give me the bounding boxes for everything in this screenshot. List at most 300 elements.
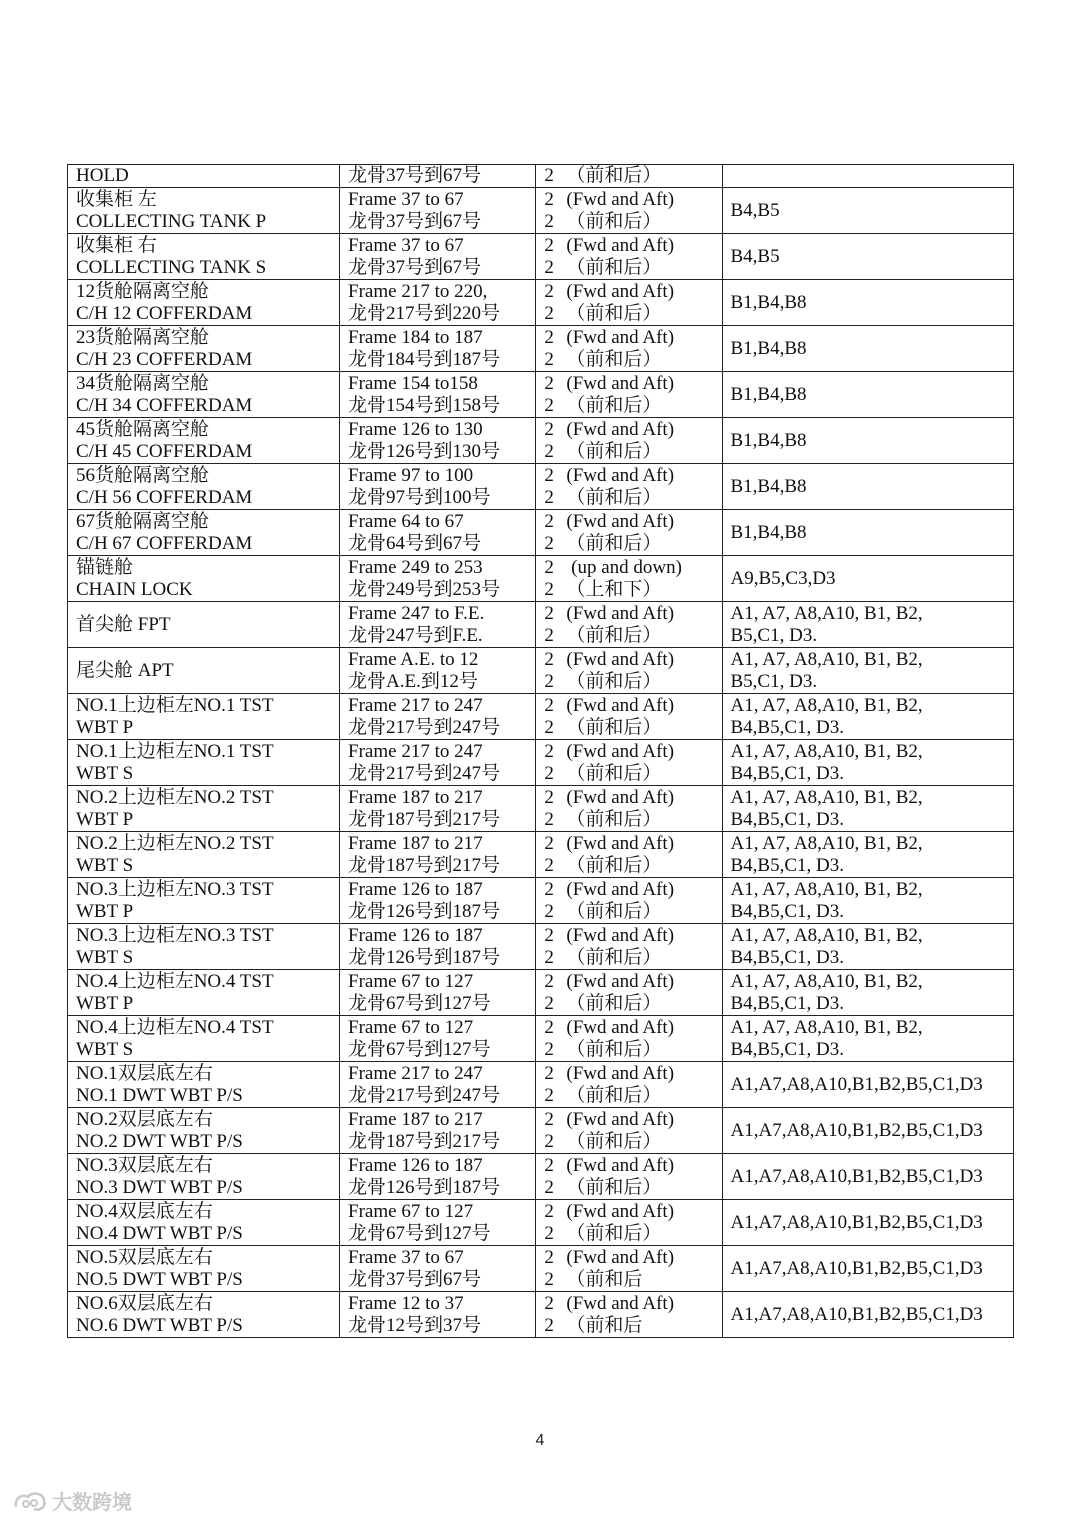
frame-range-line: 龙骨12号到37号 [348,1314,482,1336]
location-direction: (Fwd and Aft) [566,464,675,486]
location-quantity: 2 [544,256,554,278]
inspection-items-line: A9,B5,C3,D3 [730,567,836,589]
location-quantity: 2 [544,832,554,854]
location-direction: （前和后） [566,716,662,738]
tank-name-cell [68,1246,340,1292]
tank-name-line: WBT P [76,992,134,1014]
location-direction: （前和后） [566,1176,662,1198]
tank-name-line: NO.1 DWT WBT P/S [76,1084,243,1106]
inspection-items-cell [722,1016,1014,1062]
location-quantity: 2 [544,1314,554,1336]
location-quantity: 2 [544,394,554,416]
inspection-items-line: A1, A7, A8,A10, B1, B2, [730,1016,923,1038]
location-count-line [544,1109,713,1131]
tank-name-line: C/H 23 COFFERDAM [76,348,253,370]
location-count-line [544,1063,713,1085]
frame-range-line: 龙骨37号到67号 [348,1268,482,1290]
tank-name-line: NO.5 DWT WBT P/S [76,1268,243,1290]
frame-range-line: 龙骨217号到247号 [348,762,501,784]
location-count-line [544,741,713,763]
location-quantity: 2 [544,694,554,716]
location-count-line [544,787,713,809]
tank-name-cell [68,1108,340,1154]
location-count-line [544,809,713,831]
tank-name-cell [68,1154,340,1200]
tank-name-cell [68,740,340,786]
frame-range-cell [340,740,536,786]
location-quantity: 2 [544,302,554,324]
frame-range-line: Frame 187 to 217 [348,832,483,854]
tank-name-line: NO.1上边柜左NO.1 TST [76,740,274,762]
location-count-cell [536,1108,722,1154]
frame-range-line: Frame 12 to 37 [348,1292,464,1314]
location-quantity: 2 [544,280,554,302]
tank-name-cell [68,602,340,648]
location-count-cell [536,418,722,464]
location-count-line [544,717,713,739]
location-count-line [544,257,713,279]
frame-range-cell [340,832,536,878]
table-row [68,1292,1014,1338]
location-count-line [544,1155,713,1177]
tank-name-cell [68,280,340,326]
table-row [68,280,1014,326]
location-count-cell [536,326,722,372]
table-row [68,602,1014,648]
location-direction: (Fwd and Aft) [566,510,675,532]
frame-range-cell [340,648,536,694]
location-direction: （前和后） [566,670,662,692]
tank-name-line: 尾尖舱 APT [76,659,174,681]
location-quantity: 2 [544,648,554,670]
location-direction: （前和后） [566,762,662,784]
location-direction: （前和后） [566,808,662,830]
location-count-cell [536,188,722,234]
table-row [68,1154,1014,1200]
location-count-cell [536,510,722,556]
location-count-cell [536,556,722,602]
frame-range-cell [340,188,536,234]
inspection-items-line: B4,B5 [730,245,780,267]
frame-range-line: Frame 187 to 217 [348,786,483,808]
location-direction: （前和后） [566,1130,662,1152]
tank-name-cell [68,234,340,280]
location-count-cell [536,970,722,1016]
location-quantity: 2 [544,762,554,784]
location-quantity: 2 [544,1200,554,1222]
tank-name-line: NO.2上边柜左NO.2 TST [76,786,274,808]
table-row [68,1016,1014,1062]
location-direction: （前和后） [566,946,662,968]
location-direction: (Fwd and Aft) [566,602,675,624]
location-quantity: 2 [544,464,554,486]
watermark [12,1486,132,1515]
frame-range-line: 龙骨67号到127号 [348,1222,491,1244]
location-direction: (Fwd and Aft) [566,372,675,394]
location-direction: （前和后） [566,440,662,462]
location-direction: (Fwd and Aft) [566,188,675,210]
frame-range-line: 龙骨187号到217号 [348,808,501,830]
watermark-text: 大数跨境 [52,1490,132,1514]
tank-name-line: 67货舱隔离空舱 [76,510,210,532]
location-quantity: 2 [544,1222,554,1244]
inspection-items-cell [722,1062,1014,1108]
location-quantity: 2 [544,1246,554,1268]
location-quantity: 2 [544,188,554,210]
tank-name-line: WBT P [76,808,134,830]
location-direction: （前和后） [566,1222,662,1244]
location-quantity: 2 [544,716,554,738]
tank-name-line: NO.4上边柜左NO.4 TST [76,1016,274,1038]
location-quantity: 2 [544,418,554,440]
inspection-items-cell [722,372,1014,418]
frame-range-cell [340,372,536,418]
inspection-items-line: B4,B5,C1, D3. [730,716,844,738]
location-count-line [544,1247,713,1269]
inspection-items-cell [722,418,1014,464]
location-count-line [544,625,713,647]
tank-name-cell [68,694,340,740]
frame-range-line: Frame 126 to 187 [348,1154,483,1176]
tank-name-line: NO.6 DWT WBT P/S [76,1314,243,1336]
location-direction: (Fwd and Aft) [566,1062,675,1084]
frame-range-line: 龙骨217号到220号 [348,302,501,324]
frame-range-cell [340,464,536,510]
tank-name-line: WBT S [76,854,134,876]
tank-name-cell [68,418,340,464]
tank-name-cell [68,878,340,924]
tank-name-line: COLLECTING TANK S [76,256,267,278]
tank-name-line: NO.2上边柜左NO.2 TST [76,832,274,854]
location-count-line [544,901,713,923]
tank-name-line: C/H 12 COFFERDAM [76,302,253,324]
page-number: 4 [535,1432,545,1449]
location-direction: (Fwd and Aft) [566,234,675,256]
frame-range-line: 龙骨126号到187号 [348,900,501,922]
tank-name-line: NO.4双层底左右 [76,1200,213,1222]
location-count-line [544,395,713,417]
table-row [68,1246,1014,1292]
inspection-items-line: B1,B4,B8 [730,383,807,405]
tank-name-cell [68,464,340,510]
table-row [68,1108,1014,1154]
frame-range-cell [340,510,536,556]
inspection-items-line: A1,A7,A8,A10,B1,B2,B5,C1,D3 [730,1211,983,1233]
frame-range-line: Frame 67 to 127 [348,1016,474,1038]
inspection-items-cell [722,1292,1014,1338]
tank-name-line: 收集柜 右 [76,234,157,256]
frame-range-line: Frame 67 to 127 [348,970,474,992]
inspection-items-line: A1,A7,A8,A10,B1,B2,B5,C1,D3 [730,1073,983,1095]
location-quantity: 2 [544,970,554,992]
tank-name-cell [68,786,340,832]
tank-name-cell [68,1062,340,1108]
inspection-items-line: A1, A7, A8,A10, B1, B2, [730,970,923,992]
table-row [68,464,1014,510]
inspection-items-line: A1, A7, A8,A10, B1, B2, [730,786,923,808]
location-count-line [544,855,713,877]
location-direction: (Fwd and Aft) [566,970,675,992]
location-count-cell [536,602,722,648]
location-count-line [544,671,713,693]
tank-name-cell [68,165,340,188]
location-quantity: 2 [544,556,554,578]
table-row [68,1200,1014,1246]
inspection-items-line: B4,B5,C1, D3. [730,946,844,968]
inspection-items-line: B4,B5,C1, D3. [730,762,844,784]
tank-name-line: WBT S [76,1038,134,1060]
frame-range-line: 龙骨37号到67号 [348,256,482,278]
location-quantity: 2 [544,165,554,186]
location-quantity: 2 [544,1292,554,1314]
tank-name-line: NO.2 DWT WBT P/S [76,1130,243,1152]
location-direction: （前和后） [566,348,662,370]
inspection-items-cell [722,556,1014,602]
table-row [68,418,1014,464]
inspection-items-cell [722,970,1014,1016]
tank-name-cell [68,1292,340,1338]
location-direction: (Fwd and Aft) [566,326,675,348]
frame-range-cell [340,418,536,464]
location-quantity: 2 [544,946,554,968]
location-direction: (Fwd and Aft) [566,1154,675,1176]
tank-name-cell [68,924,340,970]
location-count-line [544,579,713,601]
location-count-line [544,1223,713,1245]
location-quantity: 2 [544,602,554,624]
location-count-cell [536,648,722,694]
location-quantity: 2 [544,372,554,394]
location-count-line [544,1201,713,1223]
frame-range-line: Frame 126 to 187 [348,924,483,946]
location-quantity: 2 [544,670,554,692]
tank-name-line: WBT S [76,946,134,968]
table-row [68,648,1014,694]
inspection-items-line: A1,A7,A8,A10,B1,B2,B5,C1,D3 [730,1257,983,1279]
location-count-line [544,1177,713,1199]
inspection-items-cell [722,924,1014,970]
frame-range-line: 龙骨187号到217号 [348,1130,501,1152]
inspection-items-cell [722,878,1014,924]
tank-name-line: HOLD [76,165,129,186]
inspection-items-cell [722,1246,1014,1292]
tank-name-line: WBT P [76,716,134,738]
frame-range-line: Frame 64 to 67 [348,510,464,532]
location-count-line [544,303,713,325]
frame-range-cell [340,1154,536,1200]
inspection-items-line: B5,C1, D3. [730,624,818,646]
tank-name-line: NO.5双层底左右 [76,1246,213,1268]
table-row [68,878,1014,924]
location-direction: (Fwd and Aft) [566,740,675,762]
frame-range-line: Frame 184 to 187 [348,326,483,348]
location-count-line [544,1315,713,1337]
location-count-line [544,947,713,969]
frame-range-line: Frame A.E. to 12 [348,648,479,670]
location-count-line [544,487,713,509]
frame-range-line: 龙骨154号到158号 [348,394,501,416]
location-count-cell [536,878,722,924]
inspection-items-line: B1,B4,B8 [730,521,807,543]
frame-range-line: 龙骨126号到187号 [348,1176,501,1198]
location-quantity: 2 [544,924,554,946]
location-count-line [544,1269,713,1291]
frame-range-cell [340,694,536,740]
location-count-cell [536,234,722,280]
location-count-cell [536,1200,722,1246]
location-direction: （前和后 [566,1268,643,1290]
location-direction: （前和后） [566,302,662,324]
location-count-line [544,557,713,579]
tank-name-line: C/H 56 COFFERDAM [76,486,253,508]
inspection-items-line: B4,B5,C1, D3. [730,900,844,922]
location-count-cell [536,1062,722,1108]
inspection-items-cell [722,832,1014,878]
location-quantity: 2 [544,486,554,508]
frame-range-line: Frame 249 to 253 [348,556,483,578]
frame-range-cell [340,602,536,648]
tank-name-line: C/H 34 COFFERDAM [76,394,253,416]
frame-range-cell [340,556,536,602]
location-quantity: 2 [544,234,554,256]
tank-name-line: NO.3 DWT WBT P/S [76,1176,243,1198]
inspection-items-cell [722,188,1014,234]
location-direction: （前和后） [566,210,662,232]
location-count-line [544,465,713,487]
location-direction: （上和下） [566,578,662,600]
frame-range-line: Frame 217 to 247 [348,1062,483,1084]
location-direction: (Fwd and Aft) [566,1016,675,1038]
frame-range-cell [340,1292,536,1338]
tank-name-line: 首尖舱 FPT [76,613,171,635]
table-row [68,188,1014,234]
inspection-items-cell [722,234,1014,280]
inspection-items-cell [722,326,1014,372]
frame-range-line: Frame 217 to 247 [348,694,483,716]
location-quantity: 2 [544,740,554,762]
inspection-items-cell [722,1200,1014,1246]
tank-name-line: 锚链舱 [76,556,134,578]
table-row [68,786,1014,832]
inspection-items-line: A1,A7,A8,A10,B1,B2,B5,C1,D3 [730,1119,983,1141]
inspection-items-line: B4,B5,C1, D3. [730,808,844,830]
location-direction: (Fwd and Aft) [566,878,675,900]
table-row [68,832,1014,878]
location-quantity: 2 [544,1016,554,1038]
frame-range-line: 龙骨126号到187号 [348,946,501,968]
location-count-cell [536,1154,722,1200]
location-count-line [544,763,713,785]
tank-name-line: WBT P [76,900,134,922]
table-row [68,326,1014,372]
location-direction: （前和后） [566,900,662,922]
tank-name-cell [68,556,340,602]
location-direction: （前和后） [566,1084,662,1106]
tank-name-cell [68,970,340,1016]
inspection-items-cell [722,165,1014,188]
location-count-line [544,511,713,533]
frame-range-line: 龙骨A.E.到12号 [348,670,478,692]
inspection-items-cell [722,510,1014,556]
table-row [68,510,1014,556]
location-count-cell [536,1246,722,1292]
location-count-line [544,533,713,555]
frame-range-line: 龙骨64号到67号 [348,532,482,554]
location-count-cell [536,280,722,326]
frame-range-line: 龙骨67号到127号 [348,992,491,1014]
location-direction: (Fwd and Aft) [566,924,675,946]
frame-range-line: Frame 154 to158 [348,372,478,394]
inspection-items-line: B1,B4,B8 [730,337,807,359]
table-row [68,556,1014,602]
tank-name-line: WBT S [76,762,134,784]
location-direction: （前和后） [566,532,662,554]
inspection-items-line: B5,C1, D3. [730,670,818,692]
tank-name-line: 12货舱隔离空舱 [76,280,210,302]
frame-range-line: Frame 97 to 100 [348,464,474,486]
logo-icon [12,1489,48,1513]
frame-range-cell [340,1108,536,1154]
frame-range-line: Frame 37 to 67 [348,1246,464,1268]
location-direction: （前和后） [566,854,662,876]
inspection-items-cell [722,1154,1014,1200]
inspection-items-line: A1, A7, A8,A10, B1, B2, [730,924,923,946]
location-quantity: 2 [544,578,554,600]
table-row [68,372,1014,418]
location-count-line [544,695,713,717]
location-count-line [544,993,713,1015]
tank-name-line: 34货舱隔离空舱 [76,372,210,394]
frame-range-line: 龙骨126号到130号 [348,440,501,462]
location-direction: (Fwd and Aft) [566,280,675,302]
frame-range-cell [340,1062,536,1108]
location-count-cell [536,924,722,970]
tank-name-line: NO.1双层底左右 [76,1062,213,1084]
tank-name-line: 56货舱隔离空舱 [76,464,210,486]
location-quantity: 2 [544,854,554,876]
location-quantity: 2 [544,440,554,462]
tank-name-line: NO.2双层底左右 [76,1108,213,1130]
inspection-table [67,164,1014,1338]
location-count-cell [536,740,722,786]
frame-range-cell [340,1016,536,1062]
location-direction: (Fwd and Aft) [566,418,675,440]
frame-range-line: 龙骨247号到F.E. [348,624,483,646]
location-direction: (Fwd and Aft) [566,1246,675,1268]
inspection-items-line: A1, A7, A8,A10, B1, B2, [730,878,923,900]
inspection-items-line: A1,A7,A8,A10,B1,B2,B5,C1,D3 [730,1165,983,1187]
location-direction: (Fwd and Aft) [566,1108,675,1130]
tank-name-line: 收集柜 左 [76,188,157,210]
inspection-items-line: B4,B5,C1, D3. [730,992,844,1014]
inspection-items-line: B4,B5,C1, D3. [730,1038,844,1060]
location-count-cell [536,165,722,188]
frame-range-cell [340,1200,536,1246]
inspection-items-line: A1, A7, A8,A10, B1, B2, [730,740,923,762]
inspection-items-cell [722,740,1014,786]
inspection-items-line: B1,B4,B8 [730,291,807,313]
inspection-items-cell [722,648,1014,694]
table-row [68,740,1014,786]
frame-range-line: Frame 126 to 187 [348,878,483,900]
frame-range-cell [340,970,536,1016]
tank-name-line: NO.6双层底左右 [76,1292,213,1314]
location-count-line [544,1085,713,1107]
location-count-cell [536,1016,722,1062]
inspection-items-cell [722,602,1014,648]
location-count-line [544,281,713,303]
frame-range-cell [340,924,536,970]
